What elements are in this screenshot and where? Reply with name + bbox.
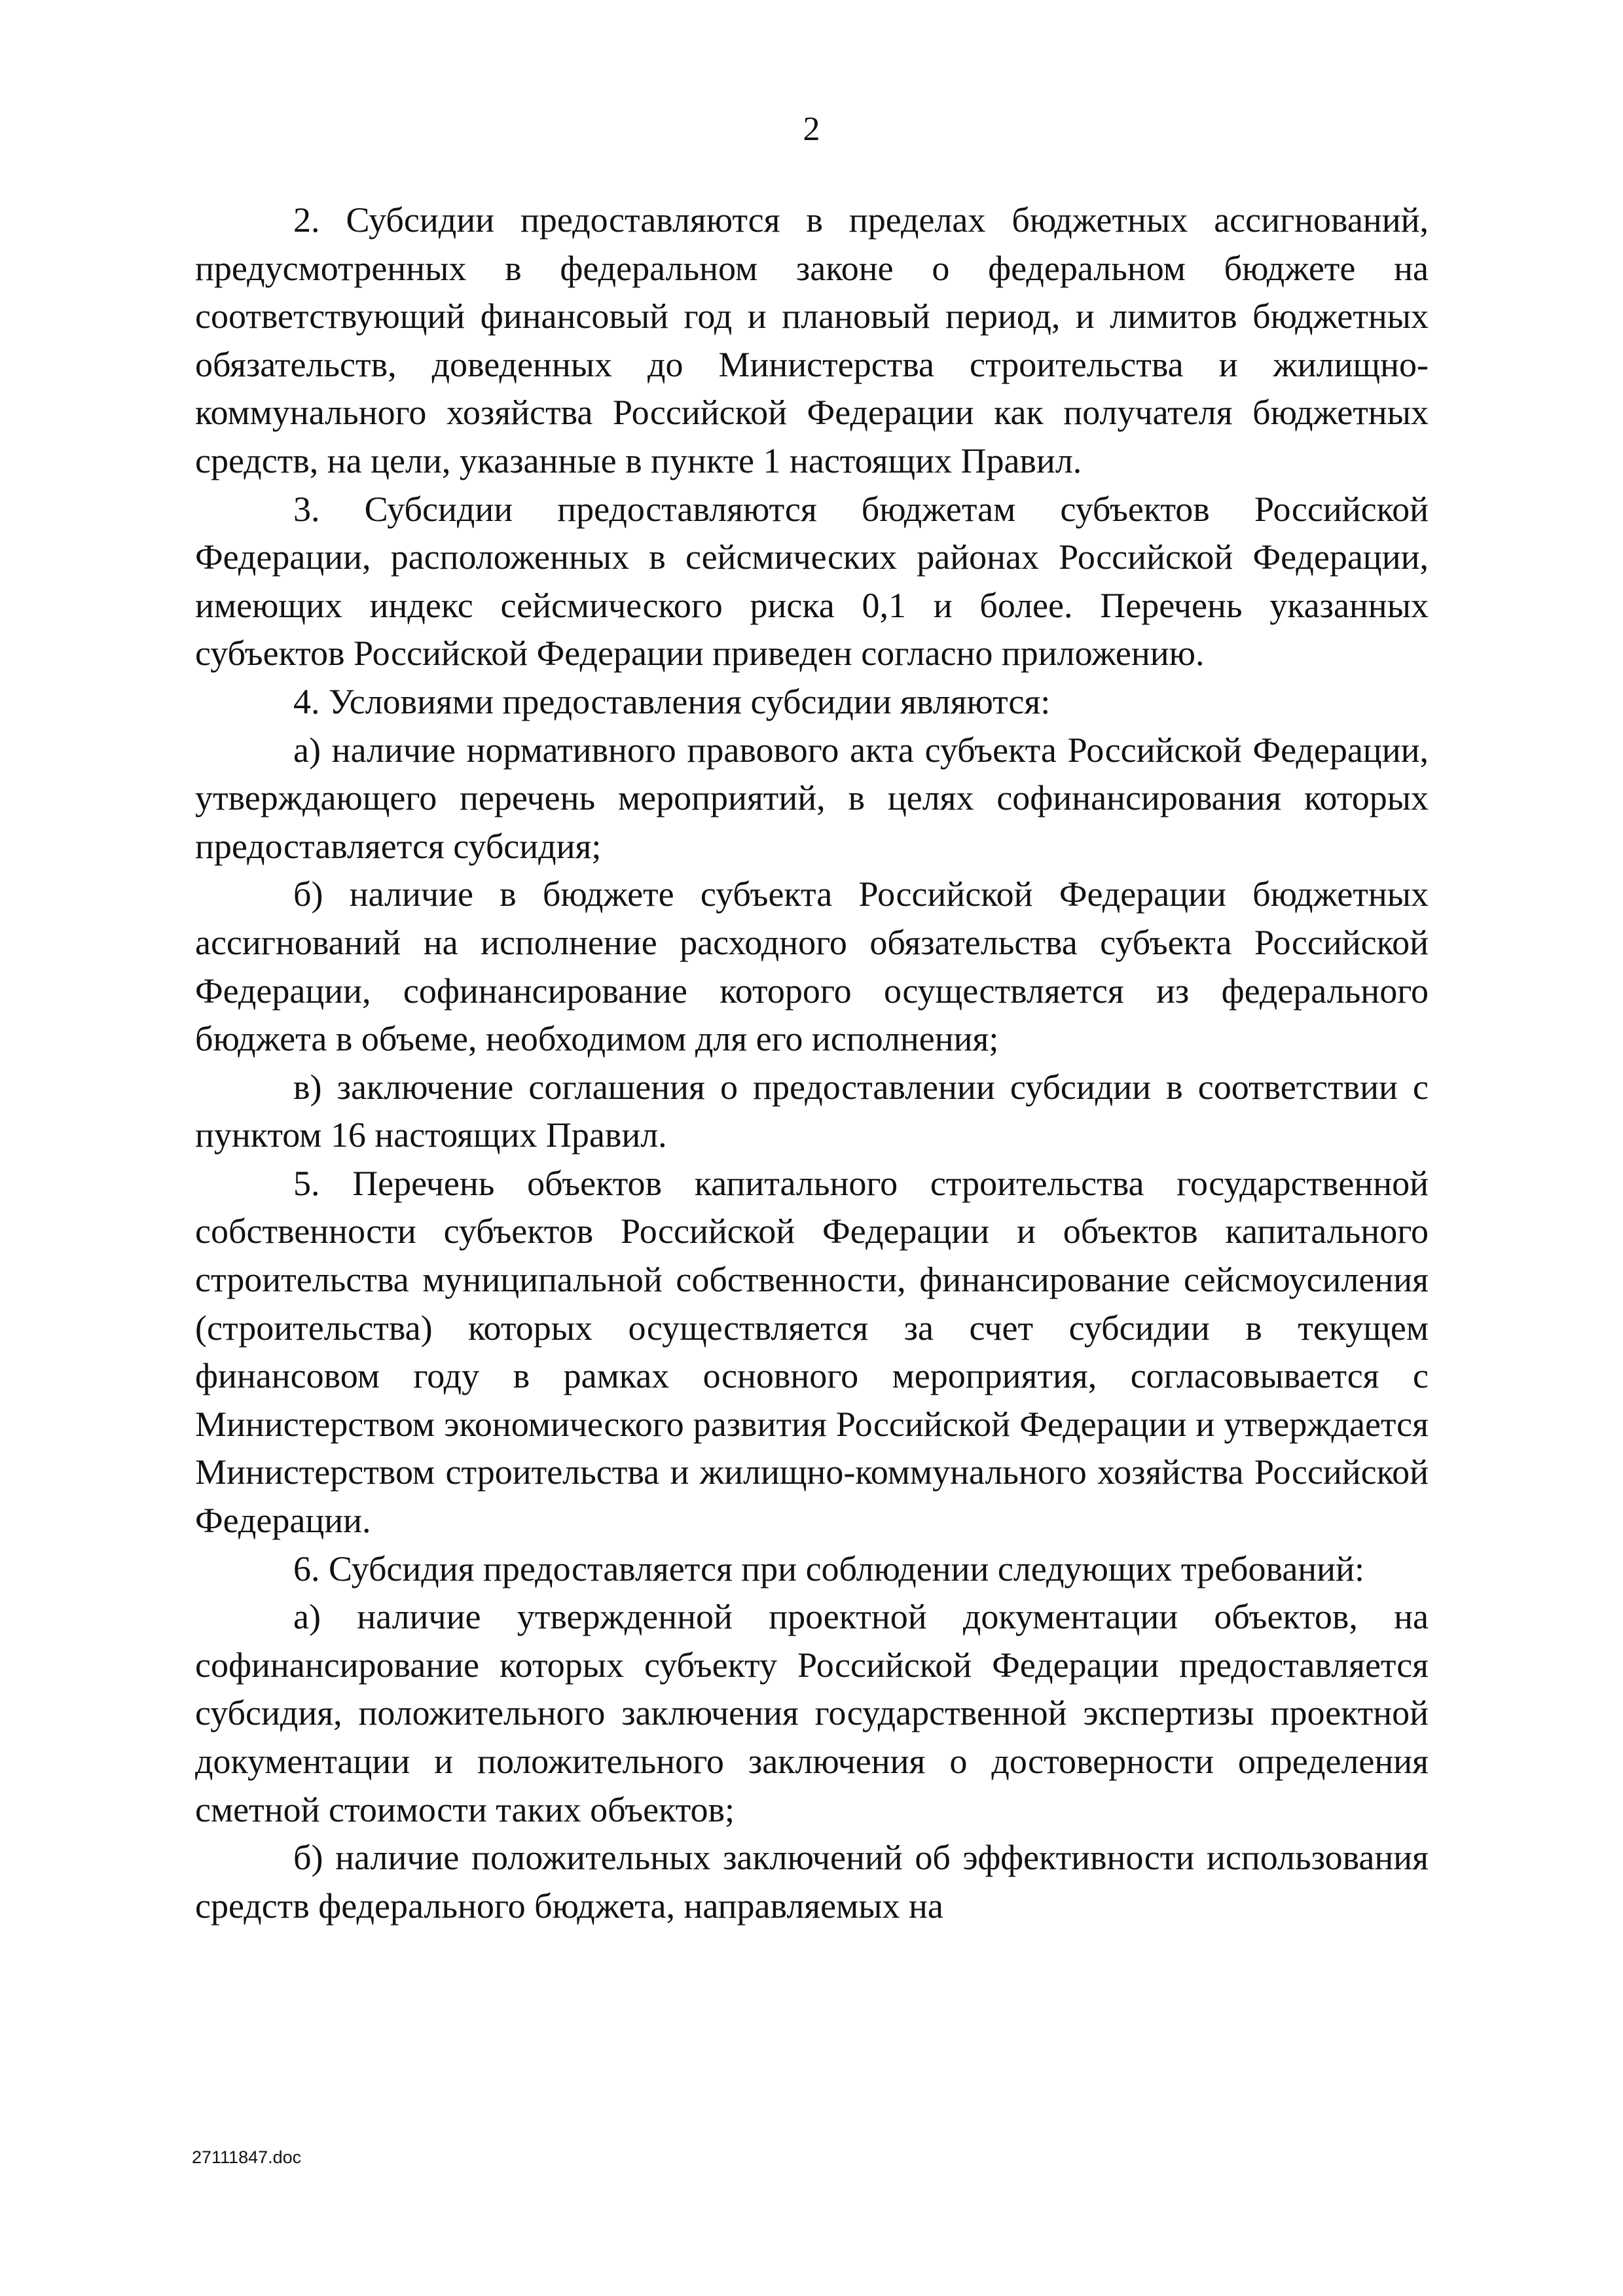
paragraph-4b: б) наличие в бюджете субъекта Российской Федерации бюджетных ассигнований на исполнение расходного обязательства субъекта Российской Федерации, софинансирование которого осуществляется из федерального бюджета в объеме, необходимом для его исполнения; (195, 874, 1429, 1059)
page-number: 2 (803, 111, 820, 148)
paragraph-6b: б) наличие положительных заключений об эффективности использования средств федерального бюджета, направляемых на (195, 1838, 1429, 1926)
paragraph-4a: а) наличие нормативного правового акта субъекта Российской Федерации, утверждающего перечень мероприятий, в целях софинансирования которых предоставляется субсидия; (195, 730, 1429, 866)
document-body (195, 196, 1429, 1930)
paragraph-6: 6. Субсидия предоставляется при соблюдении следующих требований: (293, 1549, 1364, 1588)
document-footer-code: 27111847.doc (192, 2147, 302, 2167)
paragraph-5: 5. Перечень объектов капитального строительства государственной собственности субъектов Российской Федерации и объектов капитального строительства муниципальной собственности, финансирование сейсмоусиления (строительства) которых осуществляется за счет субсидии в текущем финансовом году в рамках основного мероприятия, согласовывается с Министерством экономического развития Российской Федерации и утверждается Министерством строительства и жилищно-коммунального хозяйства Российской Федерации. (195, 1163, 1429, 1541)
paragraph-4c: в) заключение соглашения о предоставлении субсидии в соответствии с пунктом 16 настоящих Правил. (195, 1067, 1429, 1155)
paragraph-2: 2. Субсидии предоставляются в пределах бюджетных ассигнований, предусмотренных в федеральном законе о федеральном бюджете на соответствующий финансовый год и плановый период, и лимитов бюджетных обязательств, доведенных до Министерства строительства и жилищно-коммунального хозяйства Российской Федерации как получателя бюджетных средств, на цели, указанные в пункте 1 настоящих Правил. (195, 200, 1429, 480)
paragraph-4: 4. Условиями предоставления субсидии являются: (293, 681, 1051, 721)
paragraph-6a: а) наличие утвержденной проектной документации объектов, на софинансирование которых субъекту Российской Федерации предоставляется субсидия, положительного заключения государственной экспертизы проектной документации и положительного заключения о достоверности определения сметной стоимости таких объектов; (195, 1597, 1429, 1829)
paragraph-3: 3. Субсидии предоставляются бюджетам субъектов Российской Федерации, расположенных в сейсмических районах Российской Федерации, имеющих индекс сейсмического риска 0,1 и более. Перечень указанных субъектов Российской Федерации приведен согласно приложению. (195, 489, 1429, 673)
